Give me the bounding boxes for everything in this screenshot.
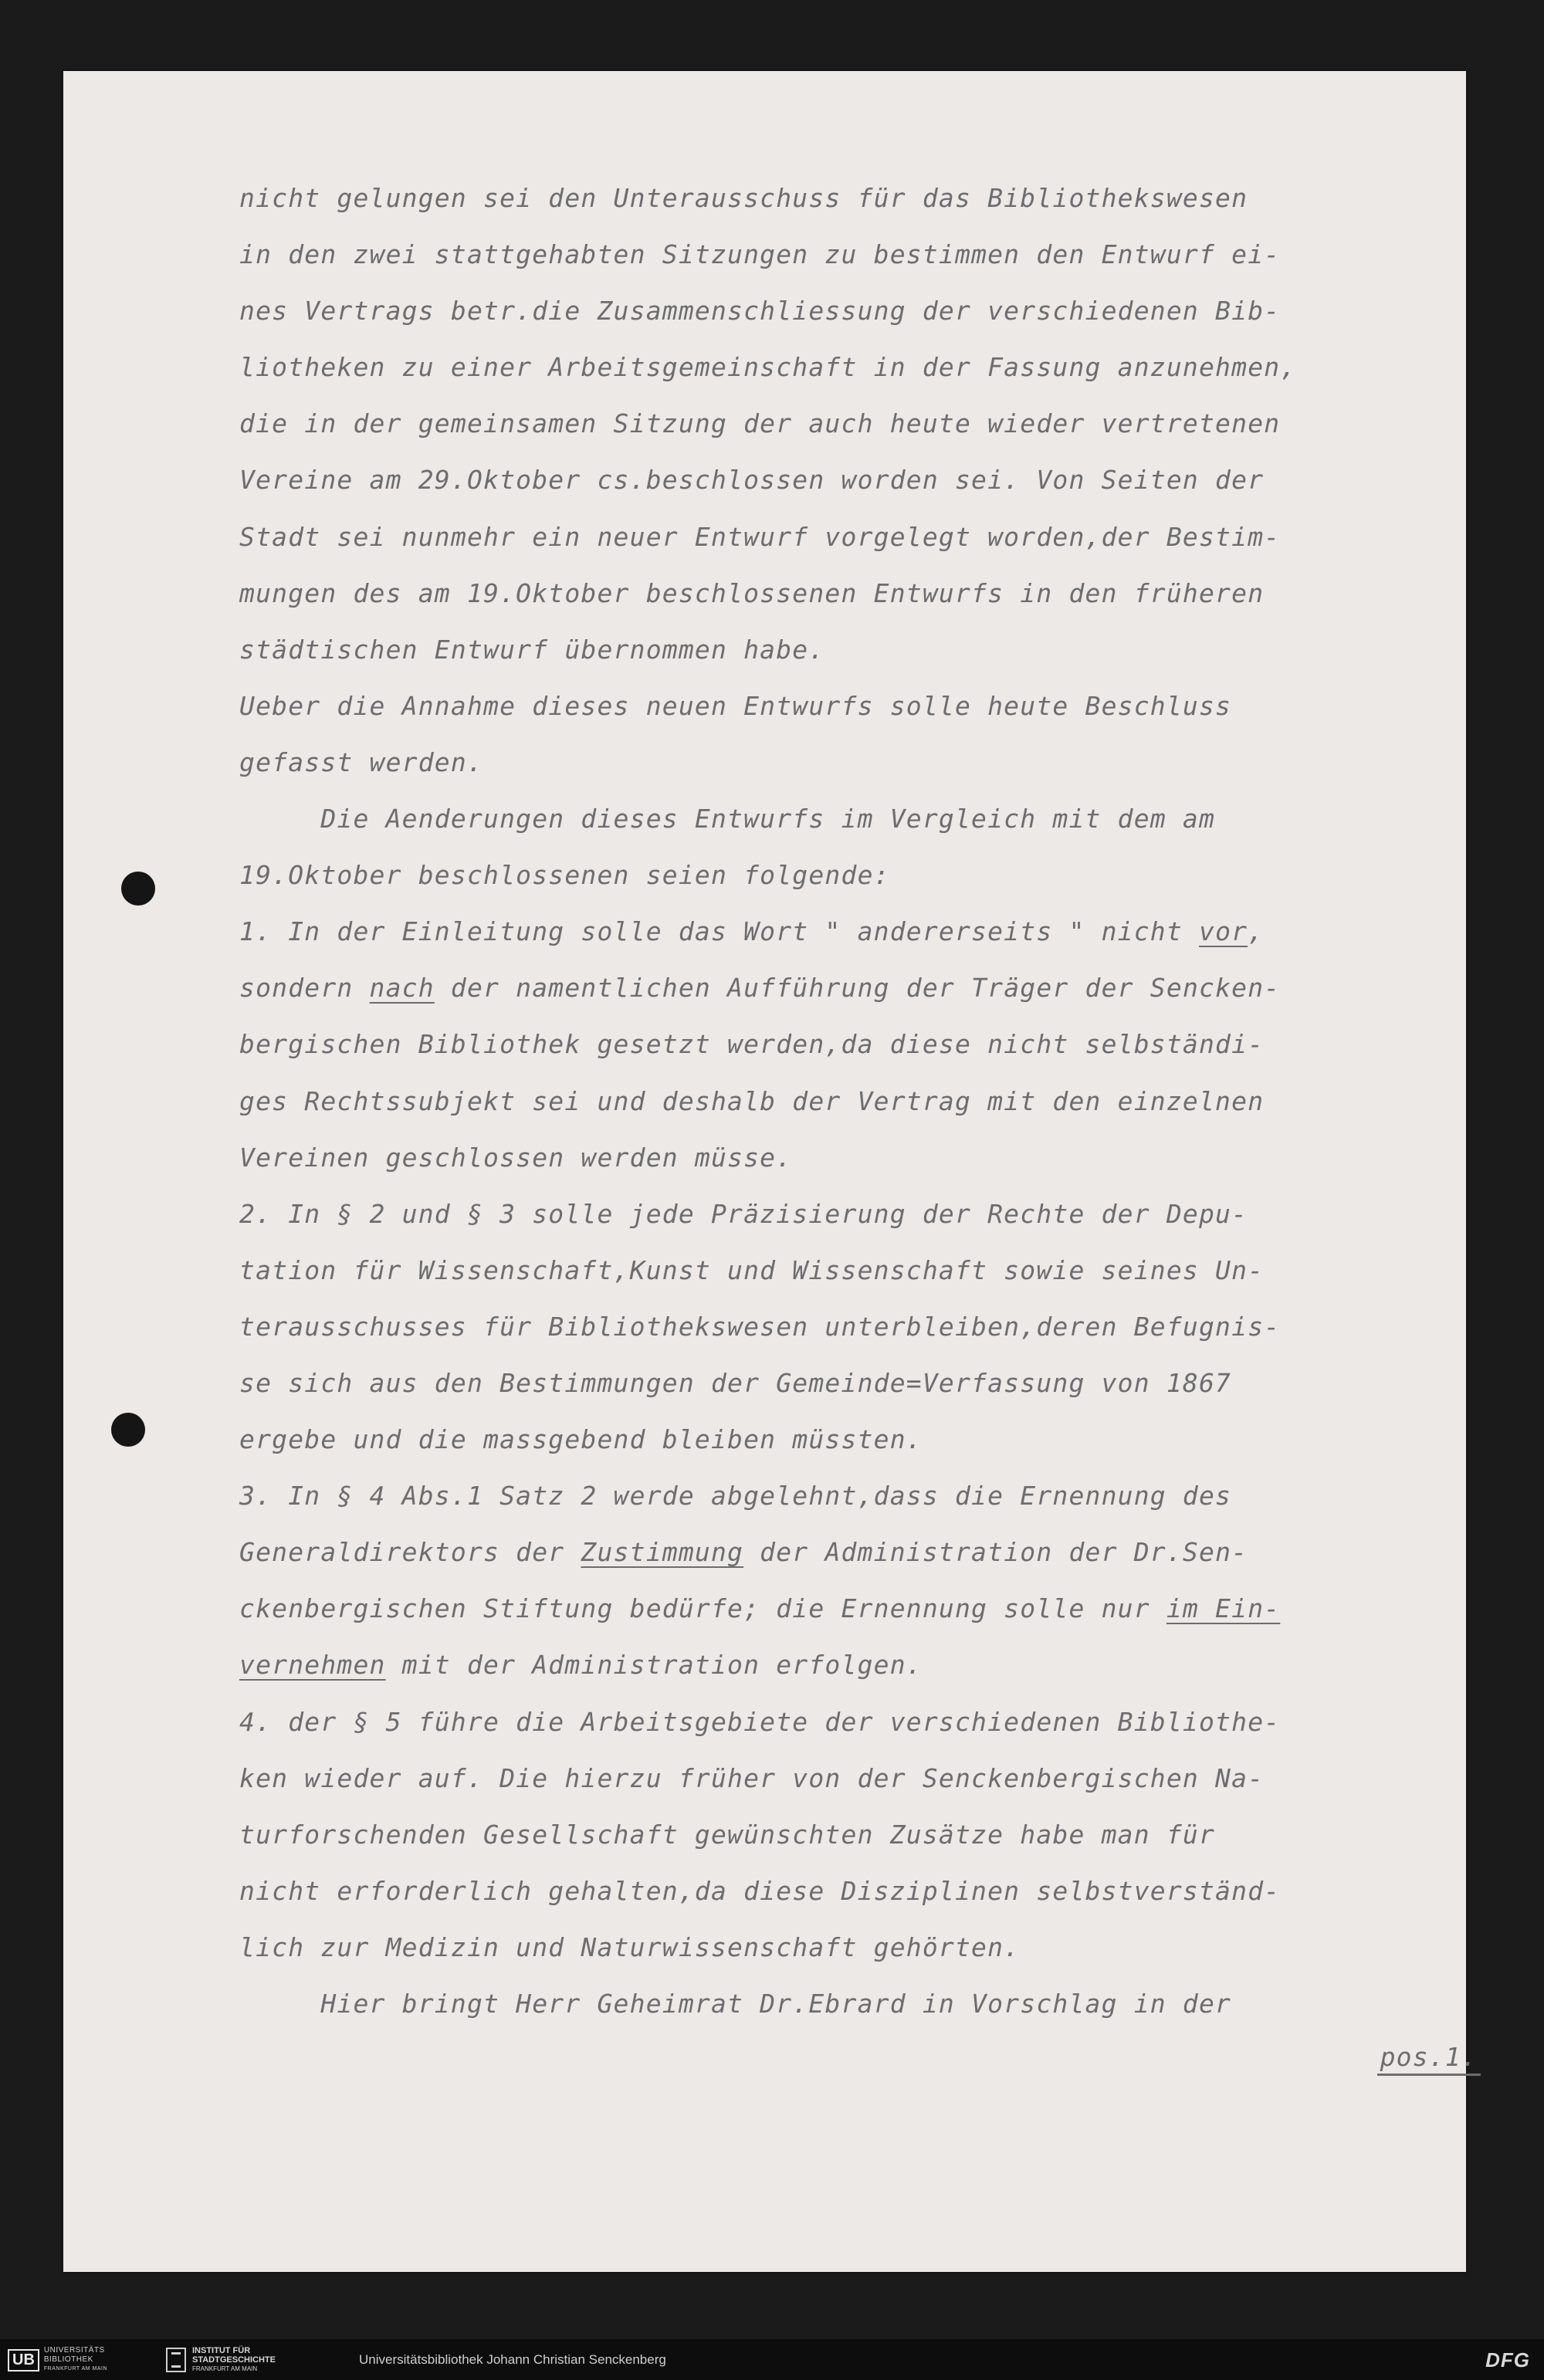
text-line: 1. In der Einleitung solle das Wort " andererseits " nicht vor, <box>239 916 1265 947</box>
text-line: nicht erforderlich gehalten,da diese Disziplinen selbstverständ- <box>239 1875 1281 1906</box>
text-line: bergischen Bibliothek gesetzt werden,da diese nicht selbständi- <box>239 1029 1265 1060</box>
text-line: Hier bringt Herr Geheimrat Dr.Ebrard in Vorschlag in der <box>239 1989 1232 2019</box>
text-line: terausschusses für Bibliothekswesen unterbleiben,deren Befugnis- <box>239 1311 1281 1342</box>
text-line: Vereine am 29.Oktober cs.beschlossen worden sei. Von Seiten der <box>239 465 1265 496</box>
text-line: nicht gelungen sei den Unterausschuss für das Bibliothekswesen <box>239 183 1248 213</box>
text-line: ergebe und die massgebend bleiben müssten. <box>239 1424 923 1455</box>
text-line: ckenbergischen Stiftung bedürfe; die Ernennung solle nur im Ein- <box>239 1593 1281 1624</box>
text-line: Die Aenderungen dieses Entwurfs im Vergleich mit dem am <box>239 804 1216 835</box>
text-line: städtischen Entwurf übernommen habe. <box>239 634 825 665</box>
institut-logo-text <box>192 2346 276 2374</box>
text-line: 3. In § 4 Abs.1 Satz 2 werde abgelehnt,dass die Ernennung des <box>239 1481 1232 1512</box>
institut-logo-line: STADTGESCHICHTE <box>192 2355 276 2365</box>
ub-logo-line: UNIVERSITÄTS <box>43 2346 105 2355</box>
text-line: in den zwei stattgehabten Sitzungen zu bestimmen den Entwurf ei- <box>239 239 1281 270</box>
text-line: 4. der § 5 führe die Arbeitsgebiete der verschiedenen Bibliothe- <box>239 1706 1281 1737</box>
text-line: liotheken zu einer Arbeitsgemeinschaft in der Fassung anzunehmen, <box>239 352 1297 383</box>
institut-logo-icon <box>166 2348 186 2372</box>
text-line: lich zur Medizin und Naturwissenschaft gehörten. <box>239 1931 1021 1962</box>
text-line: mungen des am 19.Oktober beschlossenen Entwurfs in den früheren <box>239 577 1265 608</box>
institut-logo[interactable] <box>166 2345 276 2375</box>
text-line: ges Rechtssubjekt sei und deshalb der Vertrag mit den einzelnen <box>239 1085 1265 1116</box>
text-line: vernehmen mit der Administration erfolgen. <box>239 1650 923 1681</box>
page-marker: pos.1. <box>1377 2042 1481 2076</box>
punch-hole-top <box>121 872 155 906</box>
institut-logo-line: INSTITUT FÜR <box>192 2346 251 2355</box>
dfg-logo[interactable]: DFG <box>1485 2348 1530 2372</box>
library-name: Universitätsbibliothek Johann Christian Senckenberg <box>359 2352 666 2367</box>
text-line: turforschenden Gesellschaft gewünschten Zusätze habe man für <box>239 1819 1216 1850</box>
text-line: Ueber die Annahme dieses neuen Entwurfs solle heute Beschluss <box>239 690 1232 721</box>
ub-logo-mark: UB <box>8 2349 39 2372</box>
text-line: Generaldirektors der Zustimmung der Administration der Dr.Sen- <box>239 1537 1248 1568</box>
ub-logo-line: BIBLIOTHEK <box>43 2355 93 2364</box>
ub-logo[interactable] <box>8 2345 107 2375</box>
text-line: se sich aus den Bestimmungen der Gemeinde=Verfassung von 1867 <box>239 1367 1232 1398</box>
text-line: ken wieder auf. Die hierzu früher von der Senckenbergischen Na- <box>239 1762 1265 1793</box>
text-line: Vereinen geschlossen werden müsse. <box>239 1142 793 1173</box>
text-line: nes Vertrags betr.die Zusammenschliessung der verschiedenen Bib- <box>239 296 1281 327</box>
typewritten-text <box>239 170 1382 2032</box>
text-line: tation für Wissenschaft,Kunst und Wissenschaft sowie seines Un- <box>239 1254 1265 1285</box>
footer-bar <box>0 2339 1544 2380</box>
text-line: Stadt sei nunmehr ein neuer Entwurf vorgelegt worden,der Bestim- <box>239 521 1281 552</box>
institut-logo-line: FRANKFURT AM MAIN <box>192 2365 258 2372</box>
ub-logo-text <box>44 2346 107 2374</box>
ub-logo-line: FRANKFURT AM MAIN <box>43 2366 108 2372</box>
text-line: sondern nach der namentlichen Aufführung der Träger der Sencken- <box>239 973 1281 1004</box>
text-line: die in der gemeinsamen Sitzung der auch heute wieder vertretenen <box>239 408 1281 439</box>
text-line: 2. In § 2 und § 3 solle jede Präzisierung der Rechte der Depu- <box>239 1198 1248 1229</box>
text-line: gefasst werden. <box>239 747 484 777</box>
text-line: 19.Oktober beschlossenen seien folgende: <box>239 860 890 891</box>
punch-hole-bottom <box>111 1413 145 1447</box>
